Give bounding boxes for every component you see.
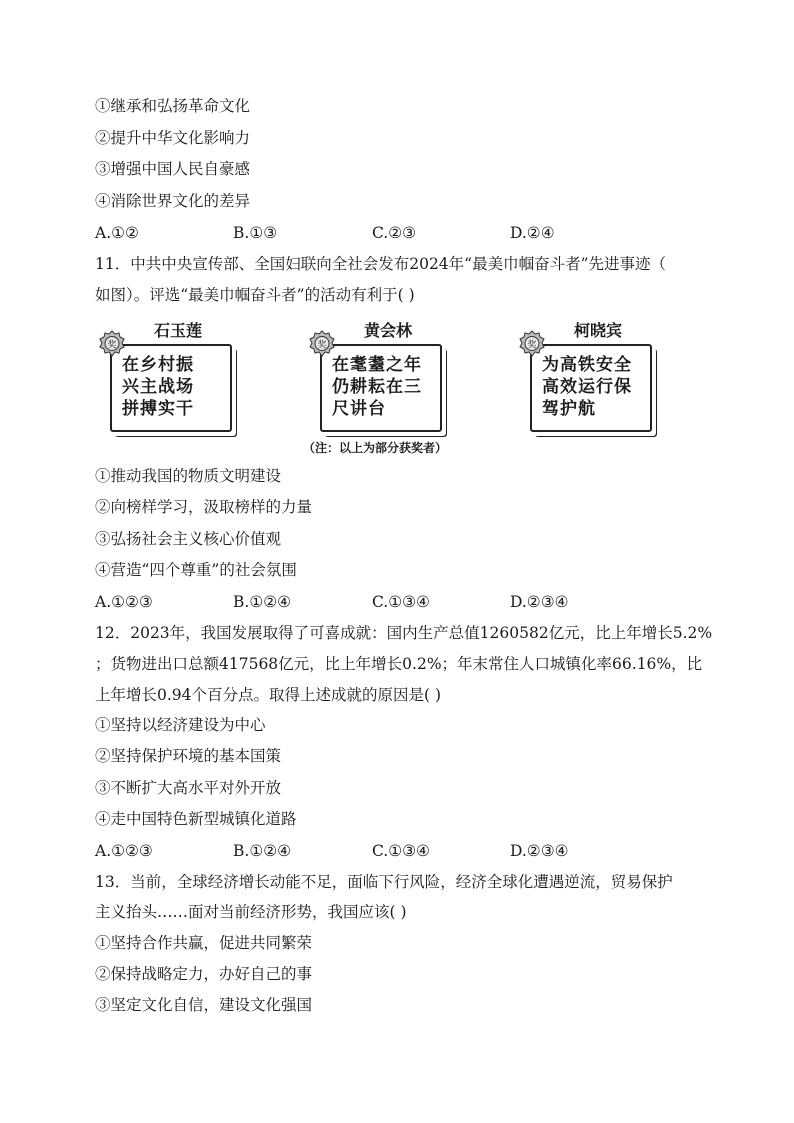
award-name: 黄会林	[363, 321, 412, 340]
award-text: 为高铁安全 高效运行保 驾护航	[542, 355, 632, 419]
q13-stem-line-2: 主义抬头……面对当前经济形势，我国应该( )	[95, 903, 407, 921]
q12-stem-line-2: ；货物进出口总额417568亿元，比上年增长0.2%；年末常住人口城镇化率66.16%，比	[95, 655, 703, 673]
q11-item-4: ④营造“四个尊重”的社会氛围	[95, 561, 297, 579]
award-text: 在耄耋之年 仍耕耘在三 尺讲台	[332, 355, 422, 419]
q13-stem-line-1: 13．当前，全球经济增长动能不足，面临下行风险，经济全球化遭遇逆流，贸易保护	[95, 873, 673, 891]
q12-option-d: D.②③④	[510, 842, 569, 860]
award-card	[518, 318, 658, 430]
q13-item-2: ②保持战略定力，办好自己的事	[95, 965, 313, 983]
svg-text:奖: 奖	[527, 340, 537, 351]
q13-item-1: ①坚持合作共赢，促进共同繁荣	[95, 934, 313, 952]
q12-item-4: ④走中国特色新型城镇化道路	[95, 810, 297, 828]
award-card	[98, 318, 238, 430]
q11-item-3: ③弘扬社会主义核心价值观	[95, 530, 282, 548]
award-medal-icon	[518, 330, 546, 358]
q12-stem-line-3: 上年增长0.94个百分点。取得上述成就的原因是( )	[95, 686, 442, 704]
q10-item-2: ②提升中华文化影响力	[95, 129, 251, 147]
q12-option-a: A.①②③	[95, 842, 153, 860]
q12-option-b: B.①②④	[233, 842, 292, 860]
q12-stem-line-1: 12．2023年，我国发展取得了可喜成就：国内生产总值1260582亿元，比上年增长5.2%	[95, 624, 713, 642]
svg-text:奖: 奖	[317, 340, 327, 351]
q12-item-1: ①坚持以经济建设为中心	[95, 716, 266, 734]
q10-item-1: ①继承和弘扬革命文化	[95, 97, 251, 115]
q10-option-c: C.②③	[372, 224, 417, 242]
q11-option-d: D.②③④	[510, 593, 569, 611]
award-medal-icon	[98, 330, 126, 358]
award-name: 石玉莲	[153, 321, 202, 340]
award-medal-icon	[308, 330, 336, 358]
q13-item-3: ③坚定文化自信，建设文化强国	[95, 996, 313, 1014]
q10-option-b: B.①③	[233, 224, 278, 242]
q10-option-d: D.②④	[510, 224, 555, 242]
q12-option-c: C.①③④	[372, 842, 430, 860]
award-card	[308, 318, 448, 430]
q11-option-a: A.①②③	[95, 593, 153, 611]
award-board	[110, 344, 232, 432]
q10-item-4: ④消除世界文化的差异	[95, 192, 251, 210]
figure-note: （注：以上为部分获奖者）	[302, 441, 447, 455]
q11-item-2: ②向榜样学习，汲取榜样的力量	[95, 498, 313, 516]
q10-item-3: ③增强中国人民自豪感	[95, 160, 251, 178]
award-text: 在乡村振 兴主战场 拼搏实干	[122, 355, 194, 419]
q11-stem-line-2: 如图）。评选“最美巾帼奋斗者”的活动有利于( )	[95, 286, 415, 304]
q10-option-a: A.①②	[95, 224, 139, 242]
award-board	[530, 344, 652, 432]
q11-stem-line-1: 11．中共中央宣传部、全国妇联向全社会发布2024年“最美巾帼奋斗者”先进事迹（	[95, 255, 667, 273]
q11-option-b: B.①②④	[233, 593, 292, 611]
award-board	[320, 344, 442, 432]
award-figure	[95, 318, 695, 458]
q12-item-2: ②坚持保护环境的基本国策	[95, 747, 282, 765]
award-name: 柯晓宾	[573, 321, 622, 340]
svg-text:奖: 奖	[107, 340, 117, 351]
q11-option-c: C.①③④	[372, 593, 430, 611]
q11-item-1: ①推动我国的物质文明建设	[95, 467, 282, 485]
q12-item-3: ③不断扩大高水平对外开放	[95, 779, 282, 797]
